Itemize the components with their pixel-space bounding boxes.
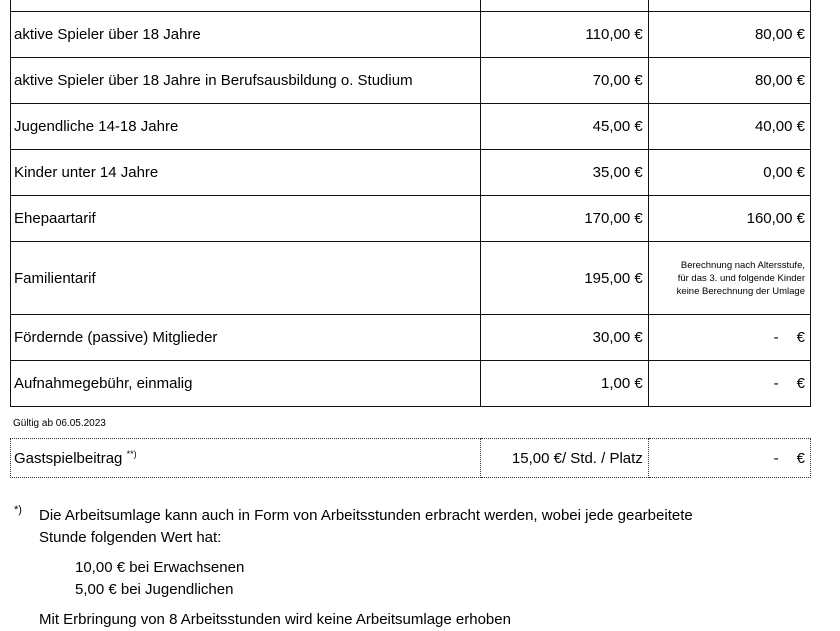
row-fee: 35,00 € [480, 150, 648, 196]
row-levy: 160,00 € [648, 196, 810, 242]
row-levy: 80,00 € [648, 58, 810, 104]
table-row [11, 196, 811, 242]
row-label: Familientarif [11, 242, 481, 315]
footnote-line: Stunde folgenden Wert hat: [39, 529, 222, 546]
row-levy: 0,00 € [648, 150, 810, 196]
row-fee: 70,00 € [480, 58, 648, 104]
levy-euro: € [796, 449, 805, 467]
row-levy [648, 315, 810, 361]
row-label: aktive Spieler über 18 Jahre in Berufsausbildung o. Studium [11, 58, 481, 104]
row-fee: 195,00 € [480, 242, 648, 315]
levy-note-line: Berechnung nach Altersstufe, [680, 259, 805, 271]
row-label: Aufnahmegebühr, einmalig [11, 361, 481, 407]
table-row [11, 12, 811, 58]
guest-label-cell [11, 439, 481, 478]
table-row [11, 58, 811, 104]
row-levy: 80,00 € [648, 12, 810, 58]
work-hour-values [75, 557, 693, 601]
guest-levy [648, 439, 810, 478]
levy-note-line: für das 3. und folgende Kinder [677, 272, 805, 284]
footnote-line: Mit Erbringung von 8 Arbeitsstunden wird keine Arbeitsumlage erhoben [39, 611, 511, 628]
row-fee: 45,00 € [480, 104, 648, 150]
table-row [11, 361, 811, 407]
table-row [11, 315, 811, 361]
table-cell [648, 0, 810, 12]
guest-label: Gastspielbeitrag [14, 450, 123, 467]
value-adults: 10,00 € bei Erwachsenen [75, 559, 245, 576]
footnote-mark: *) [14, 504, 22, 516]
guest-table [10, 438, 811, 478]
valid-from-text: Gültig ab 06.05.2023 [13, 418, 106, 429]
row-label: Ehepaartarif [11, 196, 481, 242]
levy-euro: € [796, 375, 805, 392]
table-row [11, 242, 811, 315]
guest-footnote-mark: **) [126, 449, 137, 459]
row-fee: 1,00 € [480, 361, 648, 407]
row-fee: 110,00 € [480, 12, 648, 58]
table-row [11, 0, 811, 12]
table-row [11, 439, 811, 478]
levy-note-line: keine Berechnung der Umlage [676, 285, 805, 297]
table-cell [480, 0, 648, 12]
table-row [11, 150, 811, 196]
row-label: Kinder unter 14 Jahre [11, 150, 481, 196]
guest-fee: 15,00 €/ Std. / Platz [480, 439, 648, 478]
levy-dash: - [773, 449, 779, 467]
value-youth: 5,00 € bei Jugendlichen [75, 581, 234, 598]
levy-euro: € [796, 329, 805, 346]
table-row [11, 104, 811, 150]
levy-dash: - [773, 375, 779, 392]
table-cell [11, 0, 481, 12]
footnote [14, 505, 693, 631]
row-fee: 30,00 € [480, 315, 648, 361]
row-levy-note [648, 242, 810, 315]
levy-dash: - [773, 329, 779, 346]
fee-table [10, 0, 811, 407]
row-label: aktive Spieler über 18 Jahre [11, 12, 481, 58]
row-label: Jugendliche 14-18 Jahre [11, 104, 481, 150]
row-label: Fördernde (passive) Mitglieder [11, 315, 481, 361]
footnote-line: Die Arbeitsumlage kann auch in Form von Arbeitsstunden erbracht werden, wobei jede gearbeitete [39, 507, 693, 524]
row-levy: 40,00 € [648, 104, 810, 150]
row-levy [648, 361, 810, 407]
row-fee: 170,00 € [480, 196, 648, 242]
